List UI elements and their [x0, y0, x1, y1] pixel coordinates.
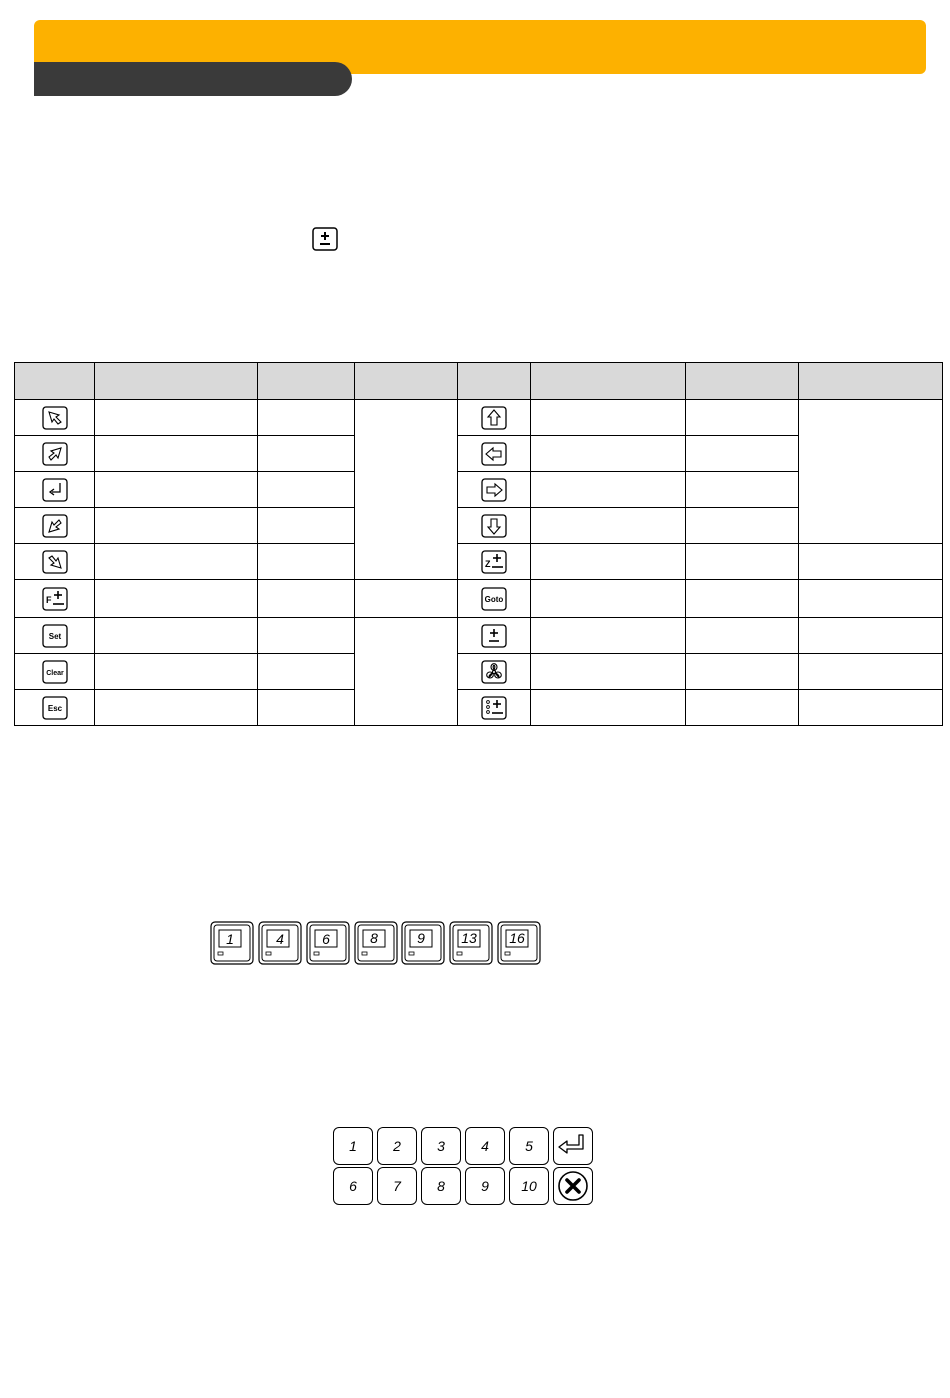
numpad-key-label: 5 — [525, 1138, 533, 1154]
enter-icon — [556, 1132, 590, 1160]
table-cell — [531, 580, 686, 618]
header-cell — [258, 363, 355, 400]
table-cell — [799, 580, 943, 618]
led-key-label: 6 — [322, 931, 330, 947]
numpad-key-label: 7 — [393, 1178, 401, 1194]
set-key-text: Set — [48, 631, 61, 641]
table-cell — [458, 508, 531, 544]
table-cell — [95, 690, 258, 726]
led-key-label: 16 — [509, 930, 525, 946]
table-cell — [355, 618, 458, 726]
table-cell — [458, 472, 531, 508]
step-plus-minus-key-icon — [481, 696, 507, 720]
led-key[interactable] — [210, 921, 254, 965]
table-cell — [15, 472, 95, 508]
table-cell — [258, 508, 355, 544]
table-cell — [258, 400, 355, 436]
table-cell — [531, 508, 686, 544]
table-cell — [355, 580, 458, 618]
header-cell — [531, 363, 686, 400]
clear-key-icon — [42, 660, 68, 684]
table-row — [15, 544, 943, 580]
table-cell — [686, 654, 799, 690]
header-cell — [799, 363, 943, 400]
table-cell — [95, 544, 258, 580]
table-cell — [15, 690, 95, 726]
table-cell — [686, 690, 799, 726]
numpad-key[interactable] — [421, 1127, 461, 1165]
esc-key-icon — [42, 696, 68, 720]
arrow-right-key-icon — [481, 478, 507, 502]
table-cell — [258, 580, 355, 618]
led-key-label: 13 — [461, 930, 477, 946]
cancel-button[interactable] — [553, 1167, 593, 1205]
table-row — [15, 580, 943, 618]
f-plus-minus-key-icon — [42, 587, 68, 611]
table-cell — [531, 400, 686, 436]
table-cell — [458, 654, 531, 690]
table-row — [15, 400, 943, 436]
table-row — [15, 618, 943, 654]
numpad-key[interactable] — [465, 1167, 505, 1205]
z-key-text: Z — [485, 558, 491, 569]
table-cell — [531, 618, 686, 654]
table-cell — [15, 436, 95, 472]
header-cell — [15, 363, 95, 400]
set-key-icon — [42, 624, 68, 648]
table-cell — [686, 618, 799, 654]
header-cell — [686, 363, 799, 400]
table-cell — [458, 690, 531, 726]
clear-key-text: Clear — [45, 669, 64, 677]
arrow-down-key-icon — [481, 514, 507, 538]
led-key-label: 4 — [276, 931, 284, 947]
led-key[interactable] — [449, 921, 493, 965]
led-key-label: 9 — [417, 930, 425, 946]
table-cell — [95, 618, 258, 654]
table-cell — [799, 618, 943, 654]
table-cell — [458, 400, 531, 436]
table-cell — [15, 400, 95, 436]
table-cell — [458, 580, 531, 618]
table-cell — [458, 544, 531, 580]
key-function-table — [14, 362, 943, 726]
header-cell — [355, 363, 458, 400]
numpad-key[interactable] — [465, 1127, 505, 1165]
numpad-key[interactable] — [377, 1167, 417, 1205]
numpad-key[interactable] — [333, 1127, 373, 1165]
table-row — [15, 654, 943, 690]
table-cell — [15, 654, 95, 690]
table-cell — [15, 544, 95, 580]
table-cell — [355, 400, 458, 580]
table-cell — [531, 654, 686, 690]
led-key[interactable] — [497, 921, 541, 965]
goto-key-text: Goto — [484, 594, 504, 604]
arrow-down-left-key-icon — [42, 514, 68, 538]
table-cell — [95, 654, 258, 690]
numpad-key-label: 3 — [437, 1138, 445, 1154]
numpad-key[interactable] — [509, 1167, 549, 1205]
table-cell — [799, 544, 943, 580]
table-cell — [686, 436, 799, 472]
table-cell — [95, 472, 258, 508]
table-cell — [799, 654, 943, 690]
fan-key-icon — [481, 660, 507, 684]
arrow-up-right-key-icon — [42, 442, 68, 466]
table-cell — [95, 436, 258, 472]
table-cell — [686, 544, 799, 580]
numpad-key[interactable] — [509, 1127, 549, 1165]
close-circle-icon — [557, 1170, 589, 1202]
table-cell — [531, 472, 686, 508]
numpad-key-label: 10 — [521, 1178, 537, 1194]
enter-button[interactable] — [553, 1127, 593, 1165]
table-cell — [799, 400, 943, 544]
table-header-row — [15, 363, 943, 400]
header-cell — [458, 363, 531, 400]
numpad-key-label: 2 — [393, 1138, 401, 1154]
table-cell — [531, 690, 686, 726]
numpad-key[interactable] — [333, 1167, 373, 1205]
table-cell — [531, 544, 686, 580]
header-cell — [95, 363, 258, 400]
table-cell — [95, 580, 258, 618]
table-cell — [258, 436, 355, 472]
table-cell — [95, 508, 258, 544]
led-key[interactable] — [258, 921, 302, 965]
table-cell — [458, 436, 531, 472]
table-cell — [686, 400, 799, 436]
table-cell — [258, 654, 355, 690]
numpad-key-label: 8 — [437, 1178, 445, 1194]
led-key-label: 8 — [370, 930, 378, 946]
table-cell — [95, 400, 258, 436]
table-cell — [686, 508, 799, 544]
arrow-up-key-icon — [481, 406, 507, 430]
numpad-key-label: 4 — [481, 1138, 489, 1154]
table-row — [15, 690, 943, 726]
numpad-key-label: 1 — [349, 1138, 357, 1154]
led-key-label: 1 — [226, 931, 234, 947]
section-tab — [34, 62, 352, 96]
numpad-key-label: 9 — [481, 1178, 489, 1194]
numeric-keypad — [331, 1125, 595, 1207]
table-cell — [258, 472, 355, 508]
numpad-key[interactable] — [421, 1167, 461, 1205]
enter-key-icon — [42, 478, 68, 502]
esc-key-text: Esc — [47, 703, 62, 713]
led-key[interactable] — [354, 921, 398, 965]
plus-minus-key-icon — [312, 227, 338, 251]
table-cell — [258, 690, 355, 726]
table-cell — [258, 544, 355, 580]
numpad-key[interactable] — [377, 1127, 417, 1165]
f-key-text: F — [45, 594, 51, 605]
table-cell — [686, 472, 799, 508]
arrow-left-key-icon — [481, 442, 507, 466]
table-cell — [258, 618, 355, 654]
table-cell — [458, 618, 531, 654]
led-key[interactable] — [401, 921, 445, 965]
z-plus-minus-key-icon — [481, 550, 507, 574]
led-key[interactable] — [306, 921, 350, 965]
goto-key-icon — [481, 587, 507, 611]
numpad-key-label: 6 — [349, 1178, 357, 1194]
plus-minus-key-icon — [481, 624, 507, 648]
table-cell — [15, 508, 95, 544]
table-cell — [15, 580, 95, 618]
arrow-up-left-key-icon — [42, 406, 68, 430]
table-cell — [15, 618, 95, 654]
table-cell — [686, 580, 799, 618]
arrow-down-right-key-icon — [42, 550, 68, 574]
table-cell — [531, 436, 686, 472]
table-cell — [799, 690, 943, 726]
